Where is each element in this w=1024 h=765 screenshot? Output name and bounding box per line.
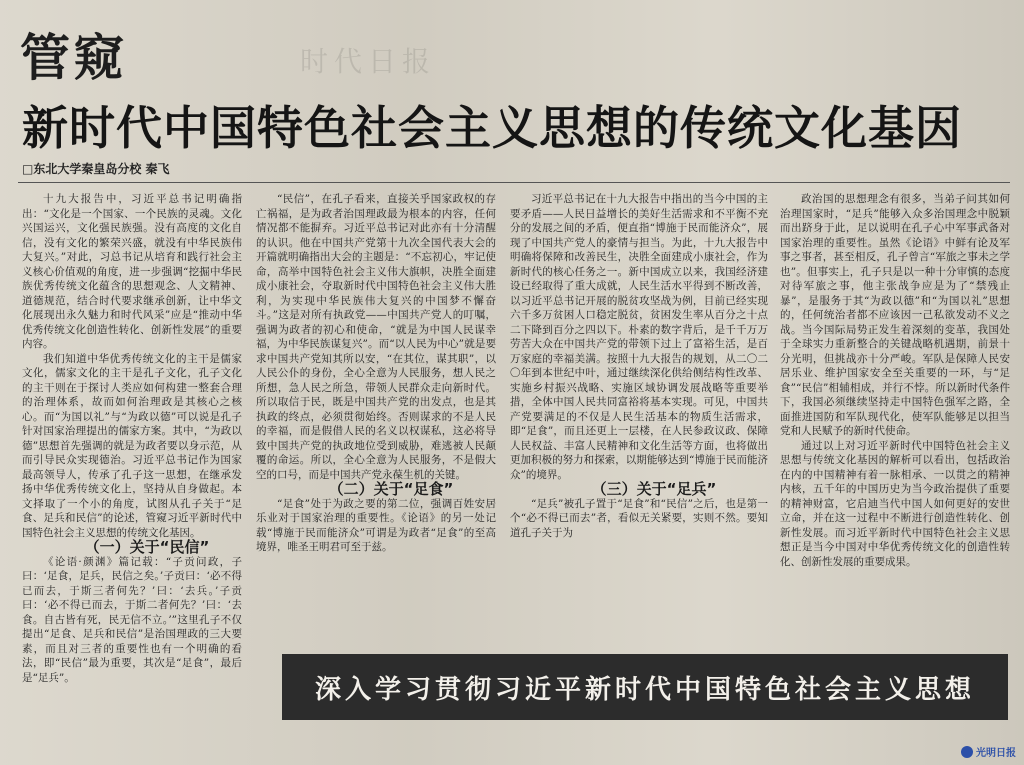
newspaper-logo	[961, 744, 1016, 759]
paragraph: 习近平总书记在十九大报告中指出的当今中国的主要矛盾——人民日益增长的美好生活需求和不平衡不充分的发展之间的矛盾，便直指“博施于民而能济众”，展现了中国共产党人的豪情与担当。为此，十九大报告中明确将保障和改善民生，决胜全面建成小康社会，作为新时代的核心任务之一。新中国成立以来，我国经济建设已经取得了重大成就，人民生活水平得到不断改善，以习近平总书记开展的脱贫攻坚战为例，目前已经实现六千多万贫困人口稳定脱贫，贫困发生率从百分之十点二下降到百分之四以下。朴素的数字背后，是千千万万劳苦大众在中国共产党的带领下过上了富裕生活，是百万家庭的幸福美满。按照十九大报告的规划，从二〇二〇年到本世纪中叶，通过继续深化供给侧结构性改革、实施乡村振兴战略、实施区域协调发展战略等重要举措，全体中国人民共同富裕将基本实现。可见，中国共产党要满足的不仅是人民生活基本的物质生活需求，即“足食”，而且还更上一层楼，在人民参政议政、保障人民权益、丰富人民精神和文化生活等方面，也将做出更加积极的努力和探索，以期能够达到“博施于民而能济众”的境界。	[510, 193, 768, 481]
section-heading-zushi: （二）关于“足食”	[328, 480, 454, 498]
logo-text: 光明日报	[976, 748, 1016, 759]
column-kicker: 管窥	[20, 29, 128, 87]
paragraph: “足兵”被孔子置于“足食”和“民信”之后，也是第一个“必不得已而去”者，看似无关紧要，实则不然。要知道孔子关于为	[510, 497, 768, 539]
paragraph: 《论语·颜渊》篇记载：“子贡问政，子曰：‘足食，足兵，民信之矣。’子贡曰：‘必不得已而去，于斯三者何先？’曰：‘去兵。’子贡曰：‘必不得已而去，于斯二者何先？’曰：‘去食。自古皆有死，民无信不立。’”这里孔子不仅提出“足食、足兵和民信”是治国理政的三大要素，而且对三者的重要性也有一个明确的看法，即“民信”最为重要，其次是“足食”，最后是“足兵”。	[22, 555, 242, 684]
section-heading-minxin: （一）关于“民信”	[84, 538, 210, 556]
header-rule	[18, 182, 1010, 183]
paragraph: 通过以上对习近平新时代中国特色社会主义思想与传统文化基因的解析可以看出，包括政治在内的中国精神有着一脉相承、一以贯之的精神内核，五千年的中国历史为当今政治提供了重要的精神财富，它启迪当代中国人如何更好的安世立命，并在这一过程中不断进行创造性转化、创新性发展。而习近平新时代中国特色社会主义思想正是当今中国对中华优秀传统文化的创造性转化、创新性发展的重要成果。	[780, 439, 1010, 568]
text-column-1	[22, 192, 242, 685]
text-column-2	[256, 192, 496, 555]
article-headline: 新时代中国特色社会主义思想的传统文化基因	[22, 101, 962, 155]
show-through-text: 时代日报	[300, 45, 437, 78]
logo-icon	[961, 746, 973, 758]
paragraph: “足食”处于为政之要的第二位，强调百姓安居乐业对于国家治理的重要性。《论语》的另一处记载“博施于民而能济众”可谓是为政者“足食”的至高境界，唯圣王明君可至于兹。	[256, 497, 496, 553]
text-column-3	[510, 192, 768, 540]
paragraph: 我们知道中华优秀传统文化的主干是儒家文化，儒家文化的主干是孔子文化，孔子文化的主干则在于探讨人类应如何构建一整套合理的治理体系，故而如何治理政是其核心之核心。而“为国以礼”与“为政以德”可以说是孔子针对国家治理提出的儒家方案。其中，“为政以德”思想首先强调的就是为政者要以身示范，从而引导民众实现德治。习近平总书记作为国家最高领导人，传承了孔子这一思想，在继承发扬中华优秀传统文化上，坚持从自身做起。本文择取了一个小的角度，试图从孔子关于“足食、足兵和民信”的论述，管窥习近平新时代中国特色社会主义思想的传统文化基因。	[22, 352, 242, 539]
text-column-4	[780, 192, 1010, 569]
section-heading-zubing: （三）关于“足兵”	[591, 480, 717, 498]
paragraph: 十九大报告中，习近平总书记明确指出：“文化是一个国家、一个民族的灵魂。文化兴国运兴，文化强民族强。没有高度的文化自信，没有文化的繁荣兴盛，就没有中华民族伟大复兴。”对此，习总书记从培育和践行社会主义核心价值观的角度，进一步强调“挖掘中华民族优秀传统文化蕴含的思想观念、人文精神、道德规范，结合时代要求继承创新，让中华文化展现出永久魅力和时代风采”应是“推动中华优秀传统文化创造性转化、创新性发展”的重要内容。	[22, 193, 242, 350]
article-byline: □东北大学秦皇岛分校 秦飞	[22, 162, 170, 176]
slogan-banner: 深入学习贯彻习近平新时代中国特色社会主义思想	[282, 654, 1008, 720]
paragraph: 政治国的思想理念有很多，当弟子问其如何治理国家时，“足兵”能够入众多治国理念中脱颖而出跻身于此，足以说明在孔子心中军事武备对国家治理的重要性。虽然《论语》中鲜有论及军事之事者，甚至相反，孔子曾言“军旅之事未之学也”。但事实上，孔子只是以一种十分审慎的态度对待军旅之事，他主张战争应是为了“禁残止暴”，是服务于其“为政以德”和“为国以礼”思想的，任何统治者都不应该因一己私欲发动不义之战。当今国际局势正发生着深刻的变革，我国处于全球实力重新整合的关键战略机遇期，前景十分光明，但挑战亦十分严峻。军队是保障人民安居乐业、维护国家安全至关重要的一环，与“足食”“民信”相辅相成，并行不悖。所以新时代条件下，我国必须继续坚持走中国特色强军之路，全面推进国防和军队现代化，使军队能够足以担当党和人民赋予的新时代使命。	[780, 193, 1010, 437]
paragraph: “民信”，在孔子看来，直接关乎国家政权的存亡祸福，是为政者治国理政最为根本的内容，任何情况都不能摒弃。习近平总书记对此亦有十分清醒的认识。他在中国共产党第十九次全国代表大会的开篇就明确指出大会的主题是：“不忘初心，牢记使命，高举中国特色社会主义伟大旗帜，决胜全面建成小康社会，夺取新时代中国特色社会主义伟大胜利，为实现中华民族伟大复兴的中国梦不懈奋斗。”这是对所有执政党——中国共产党人的叮嘱，强调为政者的初心和使命，“就是为中国人民谋幸福，为中华民族谋复兴”。而“以人民为中心”就是要求中国共产党知其所以安，“在其位，谋其职”，以人民公仆的身份，全心全意为人民服务，想人民之所想，急人民之所急，带领人民群众走向新时代。所以取信于民，既是中国共产党的出发点，也是其执政的终点，必须贯彻始终。否则谋求的不是人民的幸福，而是假借人民的名义以权谋私，这必将导致中国共产党的执政地位受到威胁，难逃被人民颠覆的命运。所以，全心全意为人民服务，不是假大空的口号，而是中国共产党永葆生机的关键。	[256, 193, 496, 481]
